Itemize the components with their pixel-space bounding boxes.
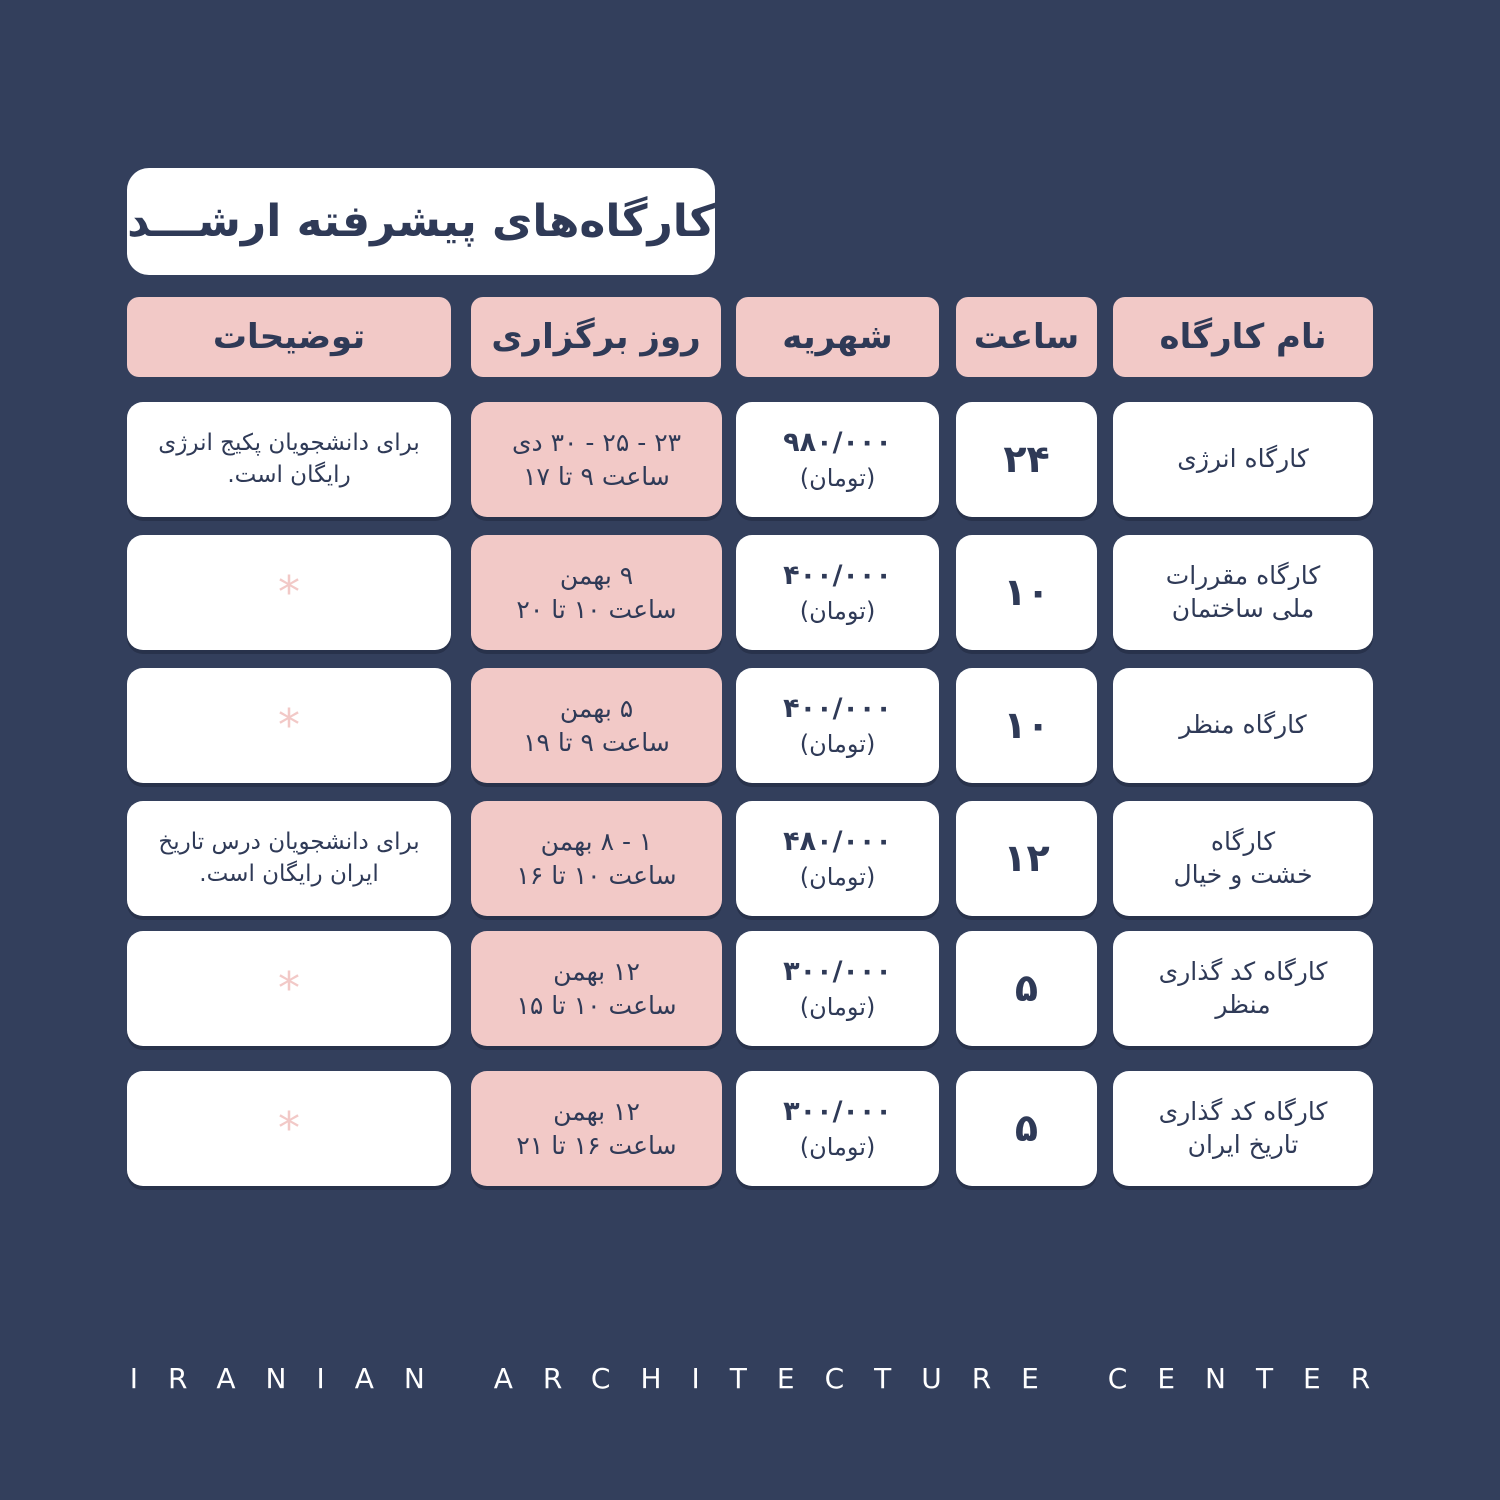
cell-notes	[127, 668, 451, 783]
header-hours: ساعت	[956, 297, 1097, 377]
workshop-date: ۱ - ۸ بهمن	[540, 826, 653, 856]
cell-hours	[956, 1071, 1097, 1186]
workshop-name: کارگاه مقررات	[1165, 561, 1321, 590]
workshop-name: خشت و خیال	[1173, 859, 1313, 889]
workshop-name: ملی ساختمان	[1171, 593, 1315, 623]
workshop-date: ساعت ۱۰ تا ۱۶	[516, 860, 677, 890]
asterisk-icon: *	[278, 962, 300, 1014]
footer-brand: IRANIAN ARCHITECTURE CENTER	[129, 1362, 1401, 1395]
fee-unit: (تومان)	[799, 862, 876, 891]
workshop-note: برای دانشجویان پکیج انرژی	[158, 430, 420, 457]
fee-unit: (تومان)	[799, 463, 876, 492]
cell-date	[471, 1071, 722, 1186]
workshop-date: ساعت ۱۶ تا ۲۱	[516, 1130, 677, 1160]
workshop-note: ایران رایگان است.	[199, 860, 379, 887]
workshop-date: ساعت ۹ تا ۱۷	[523, 461, 670, 491]
workshop-note: برای دانشجویان درس تاریخ	[158, 829, 420, 856]
workshop-fee: ۳۰۰/۰۰۰	[783, 956, 892, 988]
page-title: کارگاه‌های پیشرفته ارشـــد	[127, 196, 715, 247]
cell-fee	[736, 931, 939, 1046]
title-box	[127, 168, 715, 275]
asterisk-icon: *	[278, 699, 300, 751]
workshop-hours: ۱۰	[1003, 569, 1050, 614]
workshop-date: ۲۳ - ۲۵ - ۳۰ دی	[511, 427, 682, 457]
cell-date	[471, 931, 722, 1046]
cell-date	[471, 668, 722, 783]
workshop-name: کارگاه منظر	[1179, 710, 1307, 740]
cell-fee	[736, 668, 939, 783]
workshop-fee: ۴۰۰/۰۰۰	[783, 560, 892, 592]
workshop-fee: ۹۸۰/۰۰۰	[783, 427, 892, 459]
asterisk-icon: *	[278, 566, 300, 618]
cell-fee	[736, 1071, 939, 1186]
cell-hours	[956, 402, 1097, 517]
workshop-name: تاریخ ایران	[1187, 1129, 1299, 1159]
workshop-fee: ۳۰۰/۰۰۰	[783, 1096, 892, 1128]
cell-fee	[736, 402, 939, 517]
workshop-name: کارگاه کد گذاری	[1158, 957, 1328, 986]
cell-name	[1113, 931, 1373, 1046]
workshop-fee: ۴۸۰/۰۰۰	[783, 826, 892, 858]
workshop-name: کارگاه انرژی	[1177, 444, 1309, 474]
cell-name	[1113, 402, 1373, 517]
workshop-hours: ۲۴	[1003, 436, 1050, 481]
workshop-date: ۹ بهمن	[559, 560, 634, 590]
cell-hours	[956, 931, 1097, 1046]
cell-hours	[956, 801, 1097, 916]
cell-date	[471, 801, 722, 916]
asterisk-icon: *	[278, 1102, 300, 1154]
cell-notes	[127, 1071, 451, 1186]
workshop-date: ساعت ۱۰ تا ۲۰	[516, 594, 677, 624]
workshop-name: منظر	[1215, 989, 1271, 1019]
workshop-date: ساعت ۱۰ تا ۱۵	[516, 990, 677, 1020]
workshop-hours: ۵	[1014, 965, 1039, 1010]
cell-hours	[956, 535, 1097, 650]
cell-name	[1113, 801, 1373, 916]
header-date: روز برگزاری	[471, 297, 721, 377]
workshop-note: رایگان است.	[227, 461, 351, 488]
workshop-hours: ۱۲	[1003, 835, 1050, 880]
cell-notes	[127, 535, 451, 650]
cell-name	[1113, 668, 1373, 783]
workshop-hours: ۱۰	[1003, 702, 1050, 747]
cell-name	[1113, 535, 1373, 650]
workshop-date: ۵ بهمن	[559, 693, 634, 723]
workshop-date: ۱۲ بهمن	[553, 956, 640, 986]
cell-fee	[736, 535, 939, 650]
cell-notes	[127, 931, 451, 1046]
cell-notes	[127, 402, 451, 517]
cell-date	[471, 535, 722, 650]
workshop-hours: ۵	[1014, 1105, 1039, 1150]
fee-unit: (تومان)	[799, 1132, 876, 1161]
fee-unit: (تومان)	[799, 992, 876, 1021]
fee-unit: (تومان)	[799, 729, 876, 758]
workshop-date: ۱۲ بهمن	[553, 1096, 640, 1126]
cell-date	[471, 402, 722, 517]
cell-notes	[127, 801, 451, 916]
header-fee: شهریه	[736, 297, 939, 377]
header-name: نام کارگاه	[1113, 297, 1373, 377]
fee-unit: (تومان)	[799, 596, 876, 625]
workshop-name: کارگاه کد گذاری	[1158, 1097, 1328, 1126]
workshop-name: کارگاه	[1210, 827, 1276, 856]
cell-name	[1113, 1071, 1373, 1186]
workshop-date: ساعت ۹ تا ۱۹	[523, 727, 670, 757]
header-notes: توضیحات	[127, 297, 451, 377]
cell-hours	[956, 668, 1097, 783]
cell-fee	[736, 801, 939, 916]
workshop-fee: ۴۰۰/۰۰۰	[783, 693, 892, 725]
